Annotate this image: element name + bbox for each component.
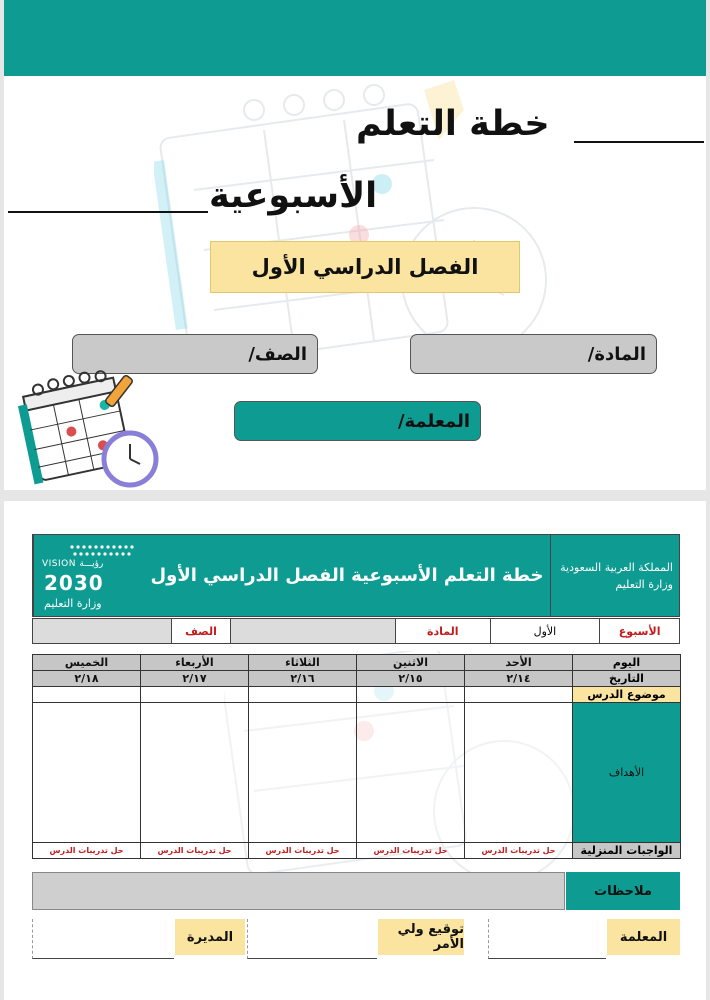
homework-cell[interactable]: حل تدريبات الدرس xyxy=(357,843,465,859)
goals-cell[interactable] xyxy=(33,703,141,843)
week-label: الأسبوع xyxy=(599,619,679,643)
weekly-plan-page xyxy=(4,501,706,1000)
calendar-clock-icon xyxy=(18,364,168,488)
row-label-day: اليوم xyxy=(573,655,681,671)
homework-cell[interactable]: حل تدريبات الدرس xyxy=(249,843,357,859)
day-name: الخميس xyxy=(33,655,141,671)
info-row xyxy=(32,618,680,644)
cover-title-line1: خطة التعلم xyxy=(356,104,550,144)
goals-cell[interactable] xyxy=(249,703,357,843)
class-label: الصف xyxy=(171,619,231,643)
class-value[interactable] xyxy=(33,619,171,643)
topic-cell[interactable] xyxy=(33,687,141,703)
title-underline-left xyxy=(8,211,208,213)
cover-header-band xyxy=(4,0,706,76)
week-value[interactable]: الأول xyxy=(490,619,600,643)
notes-box[interactable] xyxy=(32,872,565,910)
homework-cell[interactable]: حل تدريبات الدرس xyxy=(465,843,573,859)
guardian-signature-line[interactable] xyxy=(247,919,377,959)
subject-value[interactable] xyxy=(230,619,394,643)
subject-field[interactable]: المادة/ xyxy=(410,334,657,374)
ministry-block xyxy=(550,535,679,616)
day-name: الأربعاء xyxy=(141,655,249,671)
day-date: ٢/١٥ xyxy=(357,671,465,687)
row-label-date: التاريخ xyxy=(573,671,681,687)
ministry-name: وزارة التعليم xyxy=(615,578,673,591)
day-date: ٢/١٧ xyxy=(141,671,249,687)
topic-cell[interactable] xyxy=(249,687,357,703)
notes-label: ملاحظات xyxy=(566,872,680,910)
vision-label: VISION رؤيـــة xyxy=(42,559,104,569)
day-date: ٢/١٤ xyxy=(465,671,573,687)
row-label-topic: موضوع الدرس xyxy=(573,687,681,703)
teacher-field[interactable]: المعلمة/ xyxy=(234,401,481,441)
ministry-country: المملكة العربية السعودية xyxy=(560,561,673,574)
homework-cell[interactable]: حل تدريبات الدرس xyxy=(141,843,249,859)
weekly-grid xyxy=(32,654,681,859)
day-name: الثلاثاء xyxy=(249,655,357,671)
goals-cell[interactable] xyxy=(141,703,249,843)
topic-cell[interactable] xyxy=(465,687,573,703)
semester-banner: الفصل الدراسي الأول xyxy=(210,241,520,293)
cover-page xyxy=(4,0,706,490)
cover-title-line2: الأسبوعية xyxy=(209,176,378,216)
plan-header xyxy=(32,534,680,617)
class-field[interactable]: الصف/ xyxy=(72,334,318,374)
teacher-signature-label: المعلمة xyxy=(607,919,680,955)
goals-cell[interactable] xyxy=(465,703,573,843)
day-name: الاثنين xyxy=(357,655,465,671)
day-date: ٢/١٨ xyxy=(33,671,141,687)
subject-label: المادة xyxy=(395,619,490,643)
principal-signature-label: المديرة xyxy=(175,919,245,955)
guardian-signature-label: توقيع ولي الأمر xyxy=(378,919,464,955)
row-label-homework: الواجبات المنزلية xyxy=(573,843,681,859)
homework-cell[interactable]: حل تدريبات الدرس xyxy=(33,843,141,859)
principal-signature-line[interactable] xyxy=(32,919,174,959)
topic-cell[interactable] xyxy=(357,687,465,703)
teacher-signature-line[interactable] xyxy=(488,919,606,959)
goals-cell[interactable] xyxy=(357,703,465,843)
plan-title: خطة التعلم الأسبوعية الفصل الدراسي الأول xyxy=(150,565,544,586)
row-label-goals: الأهداف xyxy=(573,703,681,843)
day-name: الأحد xyxy=(465,655,573,671)
vision-ministry: وزارة التعليم xyxy=(44,597,102,610)
topic-cell[interactable] xyxy=(141,687,249,703)
day-date: ٢/١٦ xyxy=(249,671,357,687)
vision-year: 2030 xyxy=(44,571,104,595)
vision-2030-logo xyxy=(33,535,144,616)
title-underline-right xyxy=(574,141,704,143)
